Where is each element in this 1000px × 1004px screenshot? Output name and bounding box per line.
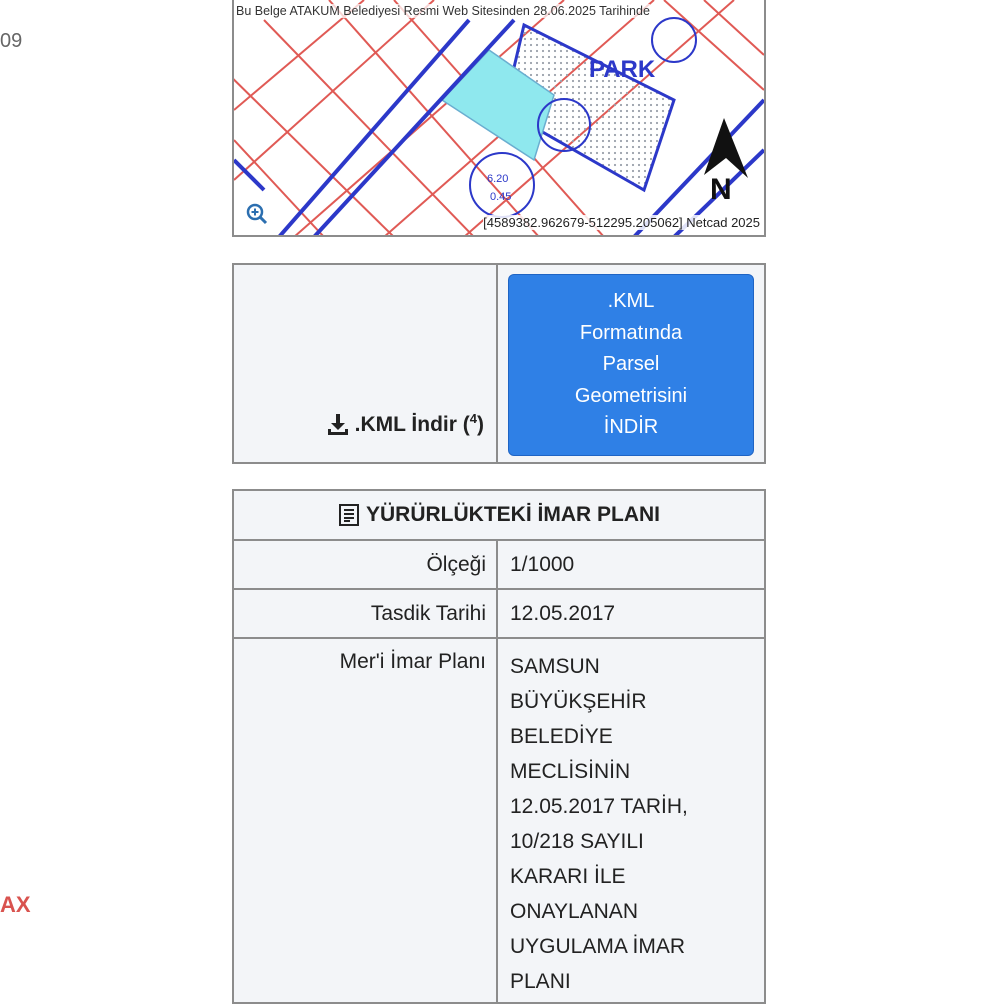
cropped-edge-text: 09 [0, 30, 23, 52]
map-coordinates: [4589382.962679-512295.205062] Netcad 2025 [483, 215, 760, 230]
parcel-map[interactable] [232, 0, 766, 237]
document-icon [338, 504, 360, 526]
svg-text:0.45: 0.45 [490, 191, 512, 203]
kml-download-link[interactable] [327, 411, 484, 437]
svg-text:6.20: 6.20 [487, 173, 509, 185]
download-parcel-geometry-button[interactable] [508, 274, 754, 456]
kml-download-panel [232, 263, 766, 464]
current-plan-value: SAMSUN BÜYÜKŞEHİR BELEDİYE MECLİSİNİN 12.05.2017 TARİH, 10/218 SAYILI KARARI İLE ONAYLANAN UYGULAMA İMAR PLANI [510, 655, 688, 993]
kml-download-close: ) [477, 413, 484, 436]
map-source-banner: Bu Belge ATAKUM Belediyesi Resmi Web Sitesinden 28.06.2025 Tarihinde [236, 4, 650, 18]
north-label: N [710, 173, 732, 206]
table-row [234, 590, 764, 639]
table-row [234, 541, 764, 590]
kml-link-cell [234, 265, 498, 462]
download-icon [327, 413, 349, 435]
zoom-in-icon[interactable] [246, 203, 268, 225]
current-plan-label: Mer'i İmar Planı [234, 639, 498, 1004]
zoning-plan-title: YÜRÜRLÜKTEKİ İMAR PLANI [366, 503, 660, 526]
kml-download-label: .KML İndir ( [354, 413, 470, 436]
scale-label: Ölçeği [234, 541, 498, 588]
approval-date-value: 12.05.2017 [510, 602, 616, 625]
button-line: Parsel [602, 353, 660, 376]
button-line: .KML [607, 290, 655, 313]
approval-date-label: Tasdik Tarihi [234, 590, 498, 637]
kml-download-count: 4 [469, 411, 477, 426]
zoning-plan-table [232, 489, 766, 1004]
map-drawing [234, 0, 764, 237]
park-label: PARK [589, 56, 656, 83]
button-line: İNDİR [603, 416, 659, 439]
cropped-edge-label: AX [0, 892, 31, 917]
zoning-plan-header [234, 491, 764, 541]
button-line: Geometrisini [574, 384, 688, 407]
button-line: Formatında [579, 321, 683, 344]
scale-value: 1/1000 [510, 553, 575, 576]
table-row [234, 639, 764, 1004]
